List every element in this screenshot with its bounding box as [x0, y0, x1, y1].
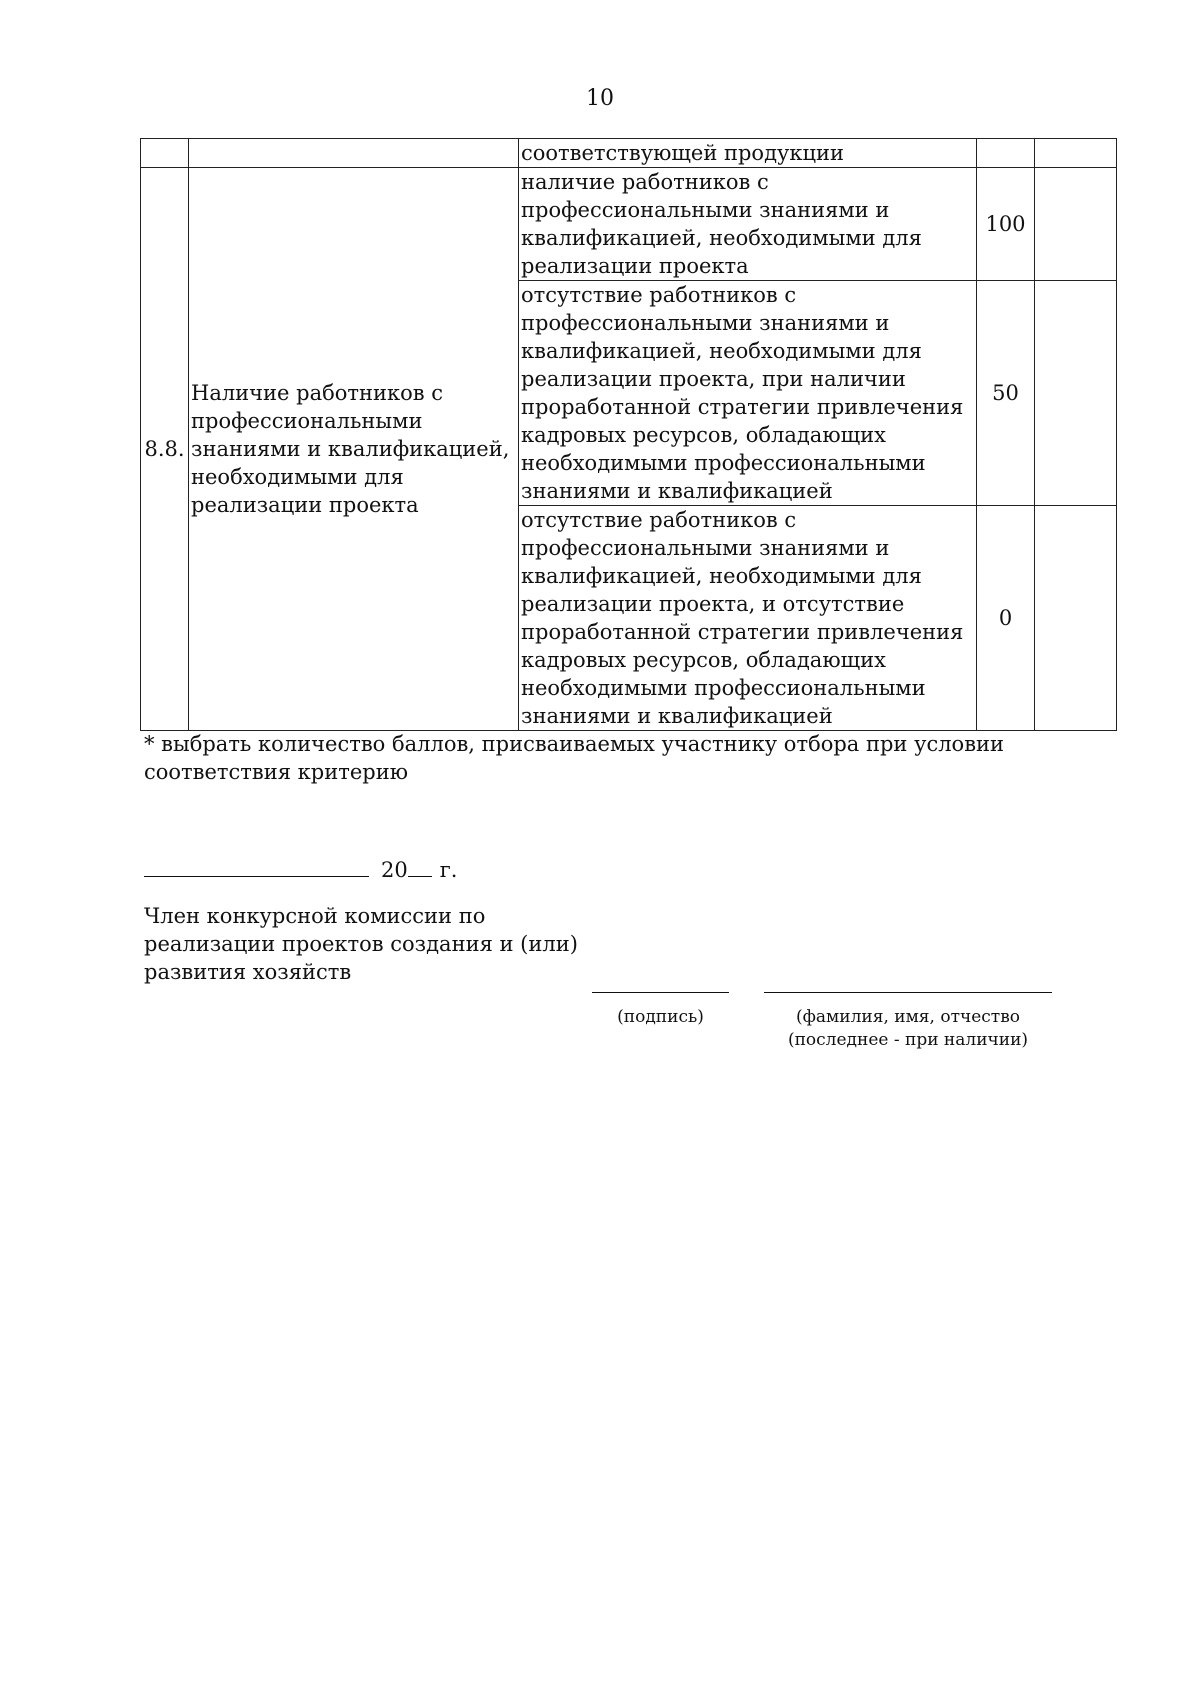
score-cell: 100 — [977, 168, 1035, 281]
score-cell: 0 — [977, 506, 1035, 731]
mark-cell[interactable] — [1035, 168, 1117, 281]
name-caption-line-2: (последнее - при наличии) — [787, 1030, 1029, 1050]
score-cell: 50 — [977, 281, 1035, 506]
table-row-continuation — [141, 139, 1117, 168]
condition-cell: отсутствие работников с профессиональными знаниями и квалификацией, необходимыми для реализации проекта, и отсутствие проработанной стратегии привлечения кадровых ресурсов, обладающих необходимыми профессиональными знаниями и квалификацией — [519, 506, 977, 731]
condition-cell: отсутствие работников с профессиональными знаниями и квалификацией, необходимыми для реализации проекта, при наличии проработанной стратегии привлечения кадровых ресурсов, обладающих необходимыми профессиональными знаниями и квалификацией — [519, 281, 977, 506]
condition-cell: наличие работников с профессиональными знаниями и квалификацией, необходимыми для реализации проекта — [519, 168, 977, 281]
date-line — [144, 854, 457, 884]
signature-caption: (подпись) — [617, 1007, 704, 1027]
name-line[interactable] — [764, 992, 1052, 993]
mark-cell — [1035, 139, 1117, 168]
date-blank-field[interactable] — [144, 854, 369, 877]
criteria-table — [140, 138, 1117, 731]
row-number-cell — [141, 139, 189, 168]
footnote: * выбрать количество баллов, присваиваемых участнику отбора при условии соответствия критерию — [144, 732, 1005, 784]
condition-cell: соответствующей продукции — [519, 139, 977, 168]
year-blank-field[interactable] — [408, 856, 432, 877]
criterion-cell: Наличие работников с профессиональными знаниями и квалификацией, необходимыми для реализации проекта — [189, 168, 519, 731]
criterion-cell — [189, 139, 519, 168]
table-row-option-1 — [141, 168, 1117, 281]
signer-title: Член конкурсной комиссии по реализации проектов создания и (или) развития хозяйств — [144, 904, 578, 984]
name-caption — [764, 1006, 1052, 1052]
mark-cell[interactable] — [1035, 281, 1117, 506]
row-number-cell: 8.8. — [141, 168, 189, 731]
year-prefix: 20 — [381, 858, 408, 882]
name-caption-line-1: (фамилия, имя, отчество — [795, 1007, 1021, 1027]
score-cell — [977, 139, 1035, 168]
year-suffix: г. — [439, 858, 458, 882]
page-number: 10 — [586, 86, 614, 111]
signature-line[interactable] — [592, 992, 729, 993]
mark-cell[interactable] — [1035, 506, 1117, 731]
